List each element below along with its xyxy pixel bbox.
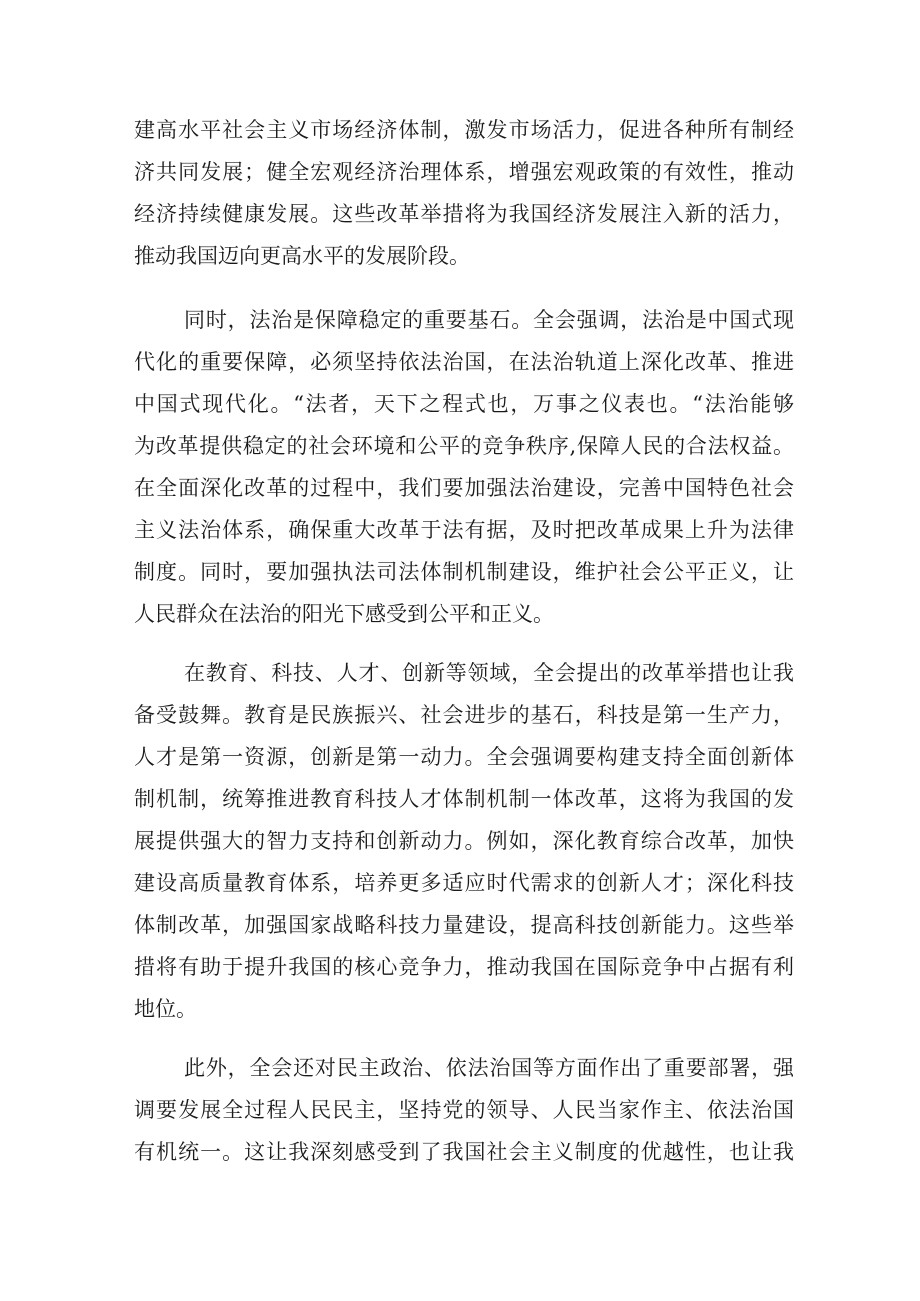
text-line: 措将有助于提升我国的核心竞争力，推动我国在国际竞争中占据有利 (134, 955, 794, 979)
paragraph-economy (134, 109, 794, 277)
text-line: 制机制，统筹推进教育科技人才体制机制一体改革，这将为我国的发 (134, 787, 794, 811)
text-line: 代化的重要保障，必须坚持依法治国，在法治轨道上深化改革、推进 (134, 350, 794, 374)
paragraph-rule-of-law (134, 299, 794, 635)
paragraph-democracy (134, 1047, 794, 1173)
text-line: 人民群众在法治的阳光下感受到公平和正义。 (134, 602, 554, 626)
text-line: 经济持续健康发展。这些改革举措将为我国经济发展注入新的活力， (134, 202, 794, 226)
text-line: 在全面深化改革的过程中，我们要加强法治建设，完善中国特色社会 (134, 476, 794, 500)
text-line: 人才是第一资源，创新是第一动力。全会强调要构建支持全面创新体 (134, 745, 794, 769)
text-line: 建高水平社会主义市场经济体制，激发市场活力，促进各种所有制经 (134, 118, 794, 142)
text-line: 主义法治体系，确保重大改革于法有据，及时把改革成果上升为法律 (134, 518, 794, 542)
text-line: 调要发展全过程人民民主，坚持党的领导、人民当家作主、依法治国 (134, 1098, 794, 1122)
text-line: 同时，法治是保障稳定的重要基石。全会强调，法治是中国式现 (184, 308, 794, 332)
text-line: 推动我国迈向更高水平的发展阶段。 (134, 244, 470, 268)
text-line: 济共同发展；健全宏观经济治理体系，增强宏观政策的有效性，推动 (134, 160, 794, 184)
text-line: 备受鼓舞。教育是民族振兴、社会进步的基石，科技是第一生产力， (134, 703, 794, 727)
text-line: 制度。同时，要加强执法司法体制机制建设，维护社会公平正义，让 (134, 560, 794, 584)
text-line: 中国式现代化。“法者，天下之程式也，万事之仪表也。“法治能够 (134, 392, 794, 416)
text-line: 展提供强大的智力支持和创新动力。例如，深化教育综合改革，加快 (134, 829, 794, 853)
paragraph-education-technology (134, 652, 794, 1030)
text-line: 此外，全会还对民主政治、依法治国等方面作出了重要部署，强 (184, 1056, 794, 1080)
text-line: 有机统一。这让我深刻感受到了我国社会主义制度的优越性，也让我 (134, 1140, 794, 1164)
text-line: 体制改革，加强国家战略科技力量建设，提高科技创新能力。这些举 (134, 913, 794, 937)
text-line: 地位。 (134, 997, 197, 1021)
text-line: 在教育、科技、人才、创新等领域，全会提出的改革举措也让我 (184, 661, 794, 685)
text-line: 建设高质量教育体系，培养更多适应时代需求的创新人才；深化科技 (134, 871, 794, 895)
text-line: 为改革提供稳定的社会环境和公平的竞争秩序,保障人民的合法权益。 (134, 434, 794, 458)
